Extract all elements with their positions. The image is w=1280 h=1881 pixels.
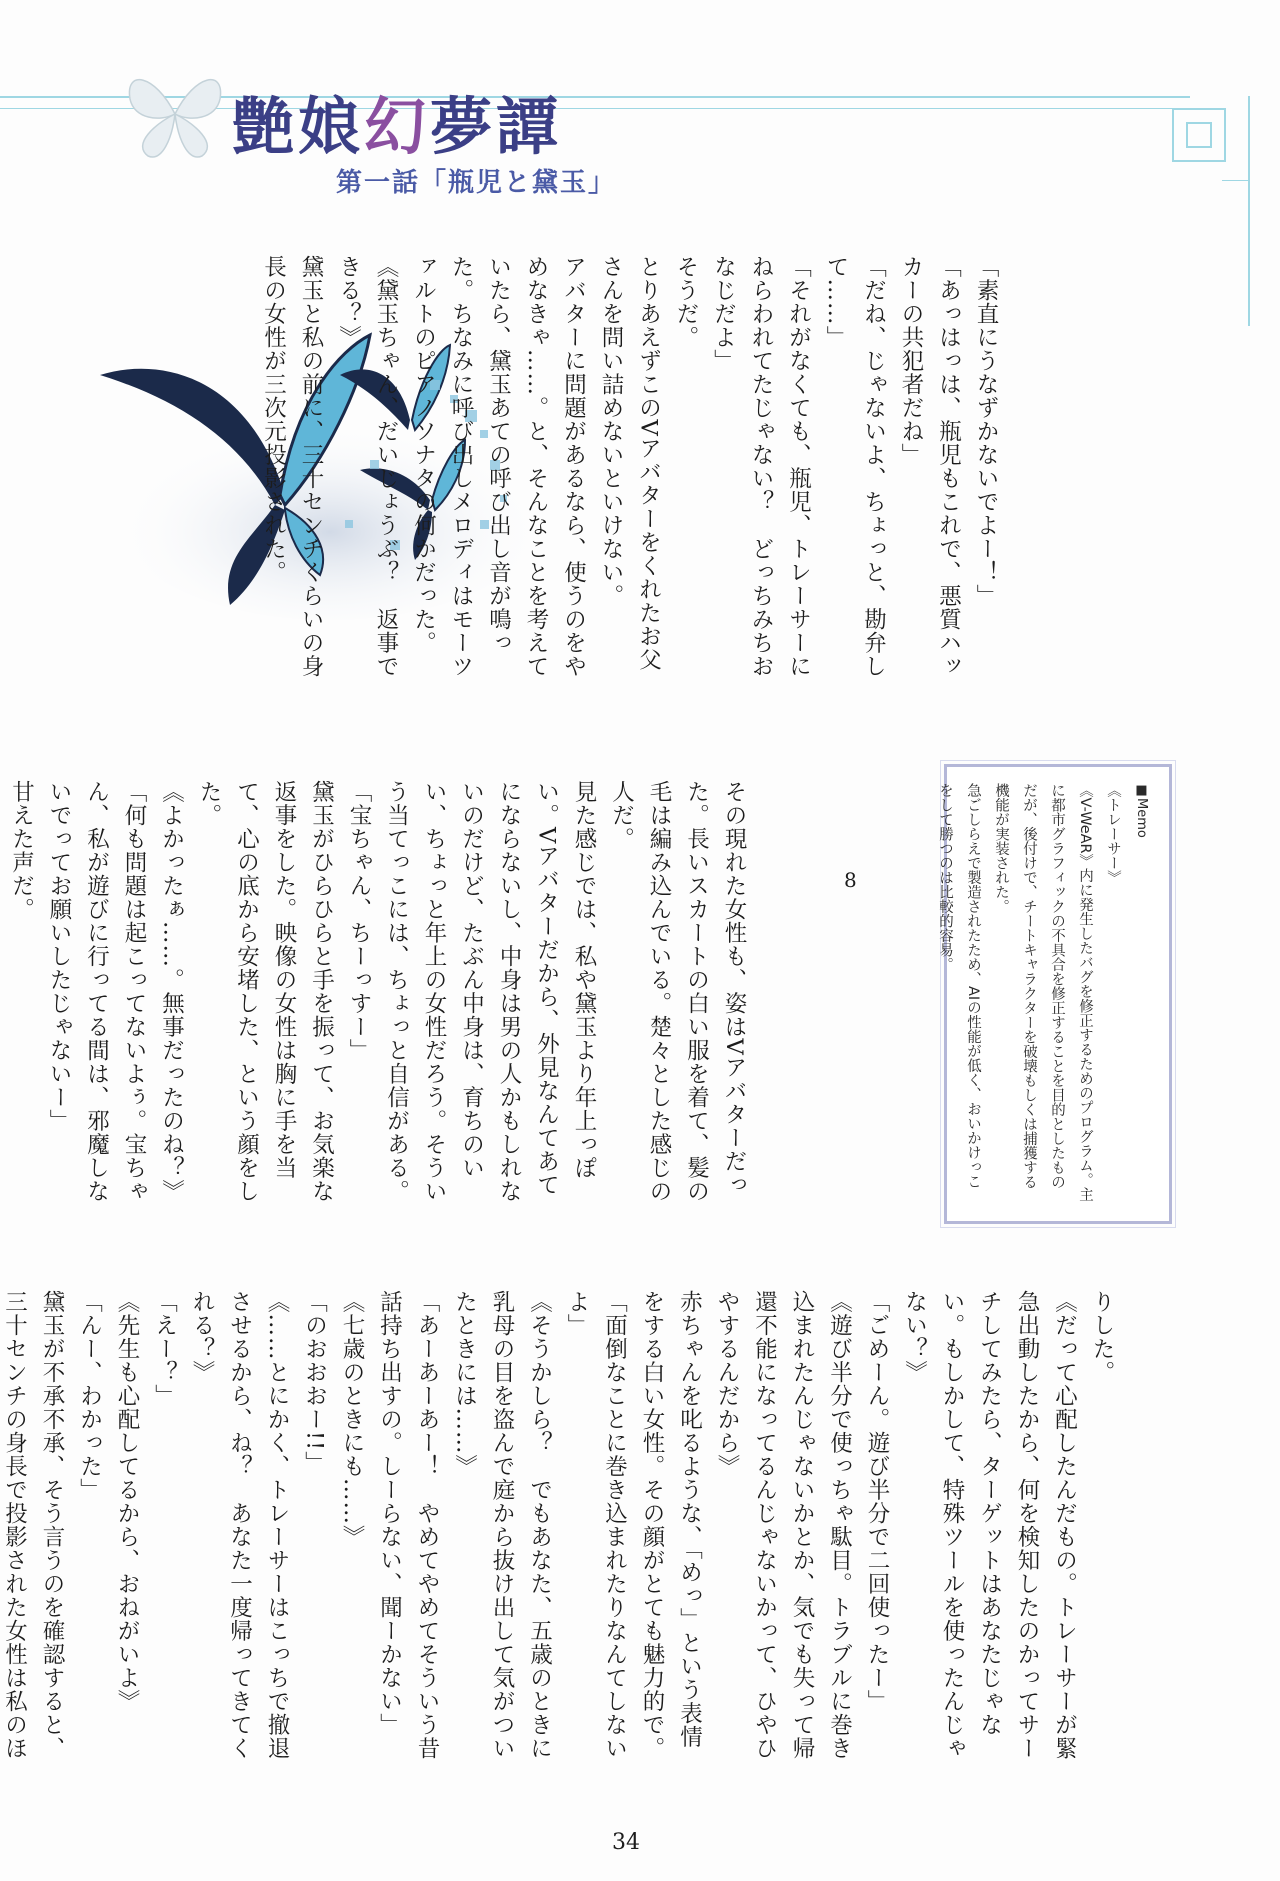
- paragraph: 甘えた声だ。: [8, 780, 35, 921]
- paragraph: 《よかったぁ……。無事だったのね？》: [158, 780, 185, 1203]
- memo-text: 《V-WeAR》内に発生したバグを修正するためのプログラム。主に都市グラフィックの不具合を修正することを目的としたものだが、後付けで、チートキャラクターを破壊もしくは捕獲する機能が実装された。: [993, 783, 1093, 1202]
- paragraph: その現れた女性も、姿はVアバターだった。長いスカートの白い服を着て、髪の毛は編み込んでいる。楚々とした感じの人だ。: [608, 780, 747, 1203]
- page-number: 34: [612, 1830, 640, 1855]
- paragraph: 「えー？」: [151, 1290, 178, 1408]
- paragraph: アバターに問題があるなら、使うのをやめなきゃ……。と、そんなことを考えていたら、黛玉あての呼び出し音が鳴った。ちなみに呼び出しメロディはモーツァルトのピアノソナタの何かだった。: [410, 255, 587, 678]
- title-part-1: 艶娘: [232, 90, 365, 163]
- paragraph: 《先生も心配してるから、おねがいよ》: [114, 1290, 140, 1713]
- paragraph: 《黛玉ちゃん、だいじょうぶ？ 返事できる？》: [335, 255, 399, 678]
- column-marker: 8: [844, 868, 857, 892]
- paragraph: 《遊び半分で使っちゃ駄目。トラブルに巻き込まれたんじゃないかとか、気でも失って帰還不能になってるんじゃないかって、ひやひやするんだから》: [714, 1290, 853, 1760]
- memo-box: [937, 764, 1172, 1224]
- lattice-ornament-inner: [1186, 122, 1212, 148]
- paragraph: 「面倒なことに巻き込まれたりなんてしないよ」: [564, 1290, 628, 1760]
- frame-rule-step: [1222, 180, 1248, 181]
- memo-text: 急ごしらえで製造されたため、AIの性能が低く、おいかけっこをして勝つのは比較的容易。: [937, 783, 981, 1189]
- title-part-2: 幻: [364, 90, 431, 163]
- butterfly-emblem-icon: [120, 64, 230, 164]
- paragraph: 《だって心配したんだもの。トレーサーが緊急出動したから、何を検知したのかってサーチしてみたら、ターゲットはあなたじゃない。もしかして、特殊ツールを使ったんじゃない？》: [901, 1290, 1078, 1760]
- memo-term: 《トレーサー》: [1105, 783, 1121, 885]
- memo-label: ■Memo: [1134, 783, 1149, 838]
- paragraph: とりあえずこのVアバターをくれたお父さんを問い詰めないといけない。: [598, 255, 662, 672]
- paragraph: 「あーあーあー！ やめてやめてそういう昔話持ち出すの。しーらない、聞ーかない」: [376, 1290, 440, 1760]
- text-block-lower: [1, 1290, 1120, 1760]
- paragraph: 「のおおおー!!」: [301, 1290, 328, 1475]
- magazine-title: [232, 90, 563, 163]
- paragraph: 「だね、じゃないよ、ちょっと、勘弁して……」: [823, 255, 887, 678]
- paragraph: 「何も問題は起こってないよぅ。宝ちゃん、私が遊びに行ってる間は、邪魔しないでってお願いしたじゃないー」: [46, 780, 147, 1203]
- paragraph: 「それがなくても、瓶児、トレーサーにねらわれてたじゃない？ どっちみちおなじだよ」: [710, 255, 812, 678]
- paragraph: 《そうかしら？ でもあなた、五歳のときに乳母の目を盗んで庭から抜け出して気がついたときには……》: [451, 1290, 553, 1760]
- paragraph: 黛玉がひらひらと手を振って、お気楽な返事をした。映像の女性は胸に手を当て、心の底から安堵した、という顔をした。: [196, 780, 335, 1203]
- paragraph: 《……とにかく、トレーサーはこっちで撤退させるから、ね？ あなた一度帰ってきてくれる？》: [189, 1290, 290, 1760]
- paragraph: 黛玉と私の前に、三十センチくらいの身長の女性が三次元投影された。: [260, 255, 324, 678]
- paragraph: 見た感じでは、私や黛玉より年上っぽい。Vアバターだから、外見なんてあてにならないし、中身は男の人かもしれないのだけど、たぶん中身は、育ちのいい、ちょっと年上の女性だろう。そういう当てっこには、ちょっと自信がある。: [383, 780, 597, 1203]
- memo-body: [931, 783, 1155, 1203]
- paragraph: 「素直にうなずかないでよー！」: [973, 255, 999, 608]
- paragraph: そうだ。: [673, 255, 699, 349]
- paragraph: 「ごめーん。遊び半分で二回使ったー」: [864, 1290, 890, 1713]
- title-part-3: 夢譚: [430, 90, 563, 163]
- paragraph: 「んー、わかった」: [76, 1290, 103, 1502]
- frame-rule-right: [1248, 96, 1250, 326]
- chapter-subtitle: 第一話「瓶児と黛玉」: [336, 168, 617, 198]
- text-block-upper-right: [260, 255, 1004, 685]
- paragraph: りした。: [1089, 1290, 1115, 1384]
- paragraph: 《七歳のときにも……》: [339, 1290, 365, 1549]
- text-block-middle-left: [8, 780, 752, 1212]
- paragraph: 「あっはっは、瓶児もこれで、悪質ハッカーの共犯者だね」: [898, 255, 962, 678]
- paragraph: 黛玉が不承不承、そう言うのを確認すると、三十センチの身長で投影された女性は私のほ: [1, 1290, 65, 1760]
- paragraph: 「宝ちゃん、ちーっすー」: [346, 780, 372, 1062]
- paragraph: [0, 780, 2, 1212]
- paragraph: 赤ちゃんを叱るような、「めっ」という表情をする白い女性。その顔がとても魅力的で。: [639, 1290, 703, 1760]
